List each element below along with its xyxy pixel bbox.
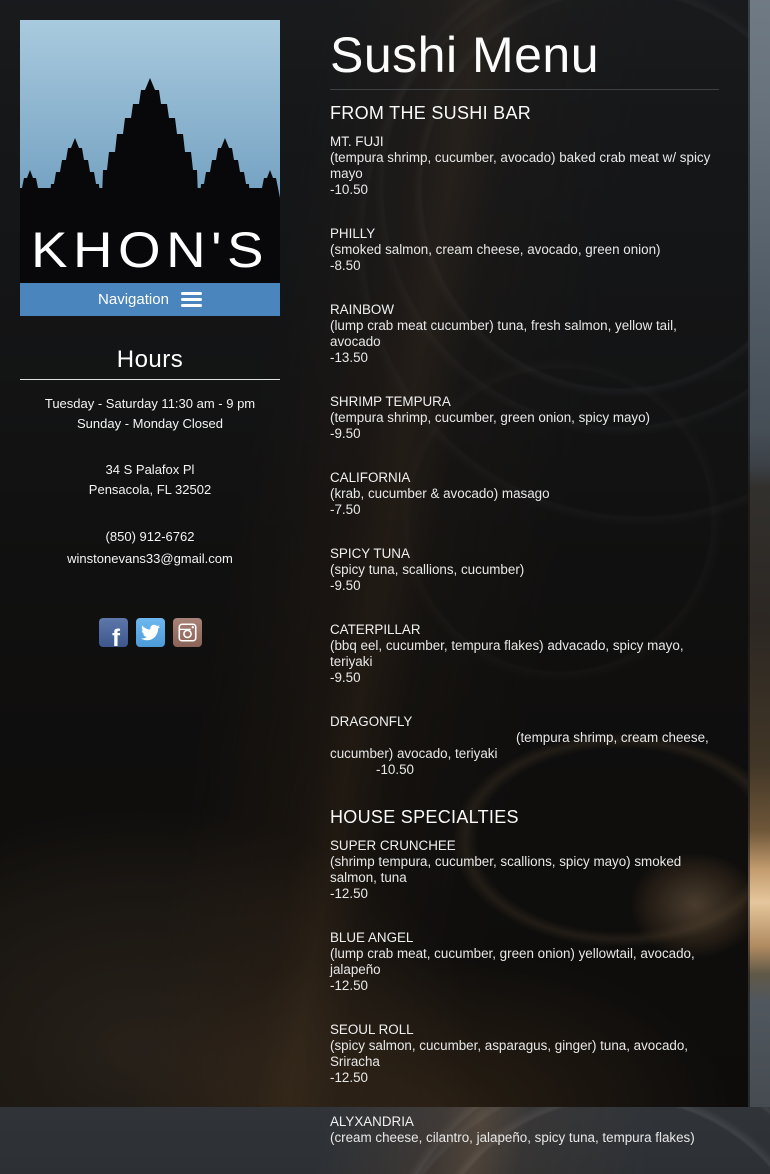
menu-sections	[330, 102, 719, 1146]
menu-item	[330, 470, 719, 518]
menu-item	[330, 302, 719, 366]
item-desc: (cream cheese, cilantro, jalapeño, spicy tuna, tempura flakes)	[330, 1130, 695, 1145]
item-name: BLUE ANGEL	[330, 930, 414, 945]
menu-item	[330, 394, 719, 442]
hours-title: Hours	[116, 346, 184, 373]
address	[20, 460, 280, 500]
address-line-2: Pensacola, FL 32502	[88, 482, 212, 497]
item-desc: (lump crab meat, cucumber, green onion) yellowtail, avocado, jalapeño	[330, 946, 695, 977]
navigation-label: Navigation	[98, 291, 169, 308]
schedule-line-2: Sunday - Monday Closed	[77, 416, 223, 431]
instagram-icon	[178, 623, 197, 642]
item-desc: (bbq eel, cucumber, tempura flakes) advacado, spicy mayo, teriyaki	[330, 638, 684, 669]
phone-number: (850) 912-6762	[105, 529, 195, 544]
page-title: Sushi Menu	[330, 27, 600, 83]
item-price: -10.50	[330, 182, 368, 197]
section-heading: FROM THE SUSHI BAR	[330, 103, 532, 123]
item-name: PHILLY	[330, 226, 376, 241]
instagram-link[interactable]	[173, 618, 202, 647]
social-links	[20, 618, 280, 647]
item-name: MT. FUJI	[330, 134, 384, 149]
item-name: SUPER CRUNCHEE	[330, 838, 456, 853]
temple-silhouette-icon	[20, 20, 280, 283]
hours-schedule	[20, 394, 280, 434]
item-name: SEOUL ROLL	[330, 1022, 414, 1037]
facebook-icon: f	[112, 624, 120, 647]
hours-divider	[20, 379, 280, 380]
menu-item	[330, 622, 719, 686]
item-name: CATERPILLAR	[330, 622, 421, 637]
item-desc: (spicy salmon, cucumber, asparagus, ginger) tuna, avocado, Sriracha	[330, 1038, 689, 1069]
title-divider	[330, 89, 719, 90]
menu-section	[330, 806, 719, 1146]
item-price: -13.50	[330, 350, 368, 365]
section-heading: HOUSE SPECIALTIES	[330, 807, 519, 827]
menu-item	[330, 1022, 719, 1086]
menu-item	[330, 226, 719, 274]
menu-item	[330, 930, 719, 994]
item-price: -9.50	[330, 670, 361, 685]
email-address: winstonevans33@gmail.com	[67, 551, 233, 566]
menu-section	[330, 102, 719, 778]
item-desc: (shrimp tempura, cucumber, scallions, spicy mayo) smoked salmon, tuna	[330, 854, 682, 885]
contact	[20, 526, 280, 570]
item-price: -12.50	[330, 1070, 368, 1085]
menu-item	[330, 1114, 719, 1146]
item-desc: (tempura shrimp, cucumber, avocado) baked crab meat w/ spicy mayo	[330, 150, 711, 181]
item-desc: (krab, cucumber & avocado) masago	[330, 486, 550, 501]
item-price: -7.50	[330, 502, 361, 517]
item-desc: (spicy tuna, scallions, cucumber)	[330, 562, 525, 577]
menu-item	[330, 134, 719, 198]
item-name: RAINBOW	[330, 302, 394, 317]
background-pillar	[748, 0, 770, 1107]
item-price: -8.50	[330, 258, 361, 273]
sidebar	[20, 20, 280, 647]
item-desc: cucumber) avocado, teriyaki	[330, 746, 498, 761]
item-desc: (smoked salmon, cream cheese, avocado, green onion)	[330, 242, 661, 257]
item-desc: (tempura shrimp, cream cheese,	[516, 730, 709, 745]
item-name: SPICY TUNA	[330, 546, 410, 561]
menu-item	[330, 838, 719, 902]
item-desc: (tempura shrimp, cucumber, green onion, spicy mayo)	[330, 410, 651, 425]
twitter-icon	[141, 623, 160, 642]
item-price: -12.50	[330, 978, 368, 993]
item-name: DRAGONFLY	[330, 714, 413, 729]
twitter-link[interactable]	[136, 618, 165, 647]
item-name: CALIFORNIA	[330, 470, 411, 485]
menu-item	[330, 714, 719, 778]
facebook-link[interactable]	[99, 618, 128, 647]
hamburger-icon	[181, 292, 202, 307]
item-price: -9.50	[330, 578, 361, 593]
item-price: -9.50	[330, 426, 361, 441]
schedule-line-1: Tuesday - Saturday 11:30 am - 9 pm	[44, 396, 256, 411]
brand-text: KHON'S	[31, 222, 269, 278]
menu-column	[330, 0, 719, 1174]
item-desc: (lump crab meat cucumber) tuna, fresh salmon, yellow tail, avocado	[330, 318, 677, 349]
navigation-toggle[interactable]	[20, 283, 280, 316]
item-price: -12.50	[330, 886, 368, 901]
item-name: SHRIMP TEMPURA	[330, 394, 451, 409]
item-name: ALYXANDRIA	[330, 1114, 414, 1129]
menu-item	[330, 546, 719, 594]
logo[interactable]	[20, 20, 280, 283]
item-price: -10.50	[376, 762, 414, 777]
address-line-1: 34 S Palafox Pl	[105, 462, 195, 477]
